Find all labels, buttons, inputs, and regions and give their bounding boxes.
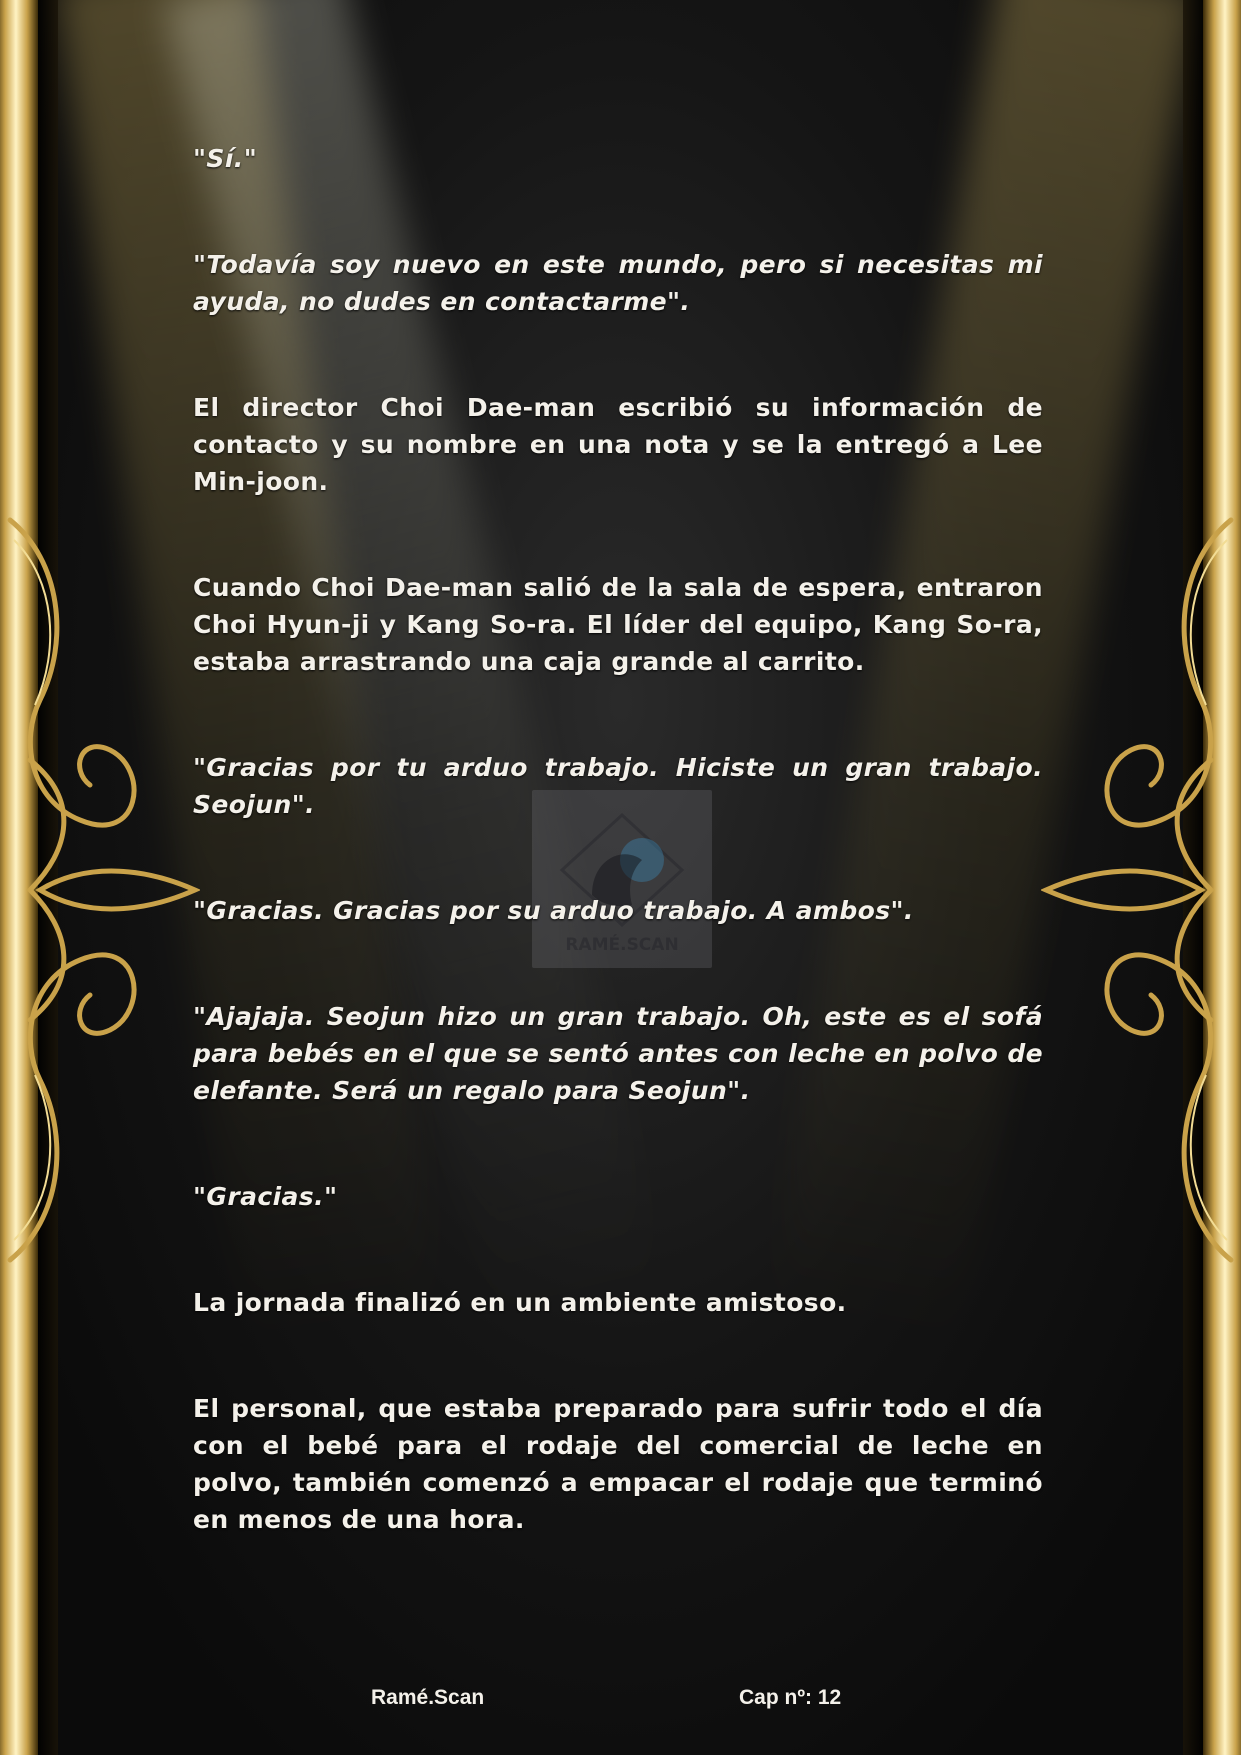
chapter-text-body <box>193 140 1043 1607</box>
narration-paragraph: El director Choi Dae-man escribió su información de contacto y su nombre en una nota y se la entregó a Lee Min-joon. <box>193 393 1043 496</box>
dialogue-paragraph: "Gracias por tu arduo trabajo. Hiciste un gran trabajo. Seojun". <box>193 753 1043 819</box>
narration-paragraph: Cuando Choi Dae-man salió de la sala de espera, entraron Choi Hyun-ji y Kang So-ra. El líder del equipo, Kang So-ra, estaba arrastrando una caja grande al carrito. <box>193 573 1043 676</box>
dialogue-paragraph: "Todavía soy nuevo en este mundo, pero si necesitas mi ayuda, no dudes en contactarme". <box>193 250 1043 316</box>
dialogue-paragraph: "Ajajaja. Seojun hizo un gran trabajo. Oh, este es el sofá para bebés en el que se sentó antes con leche en polvo de elefante. Será un regalo para Seojun". <box>193 1002 1043 1105</box>
gold-filigree-ornament-right <box>1041 500 1241 1280</box>
page-footer <box>0 1686 1241 1716</box>
dialogue-paragraph: "Gracias. Gracias por su arduo trabajo. A ambos". <box>193 896 914 925</box>
scan-group-name: Ramé.Scan <box>371 1686 485 1709</box>
chapter-number: Cap nº: 12 <box>739 1686 842 1709</box>
gold-filigree-ornament-left <box>0 500 200 1280</box>
svg-text:RAMÉ.SCAN: RAMÉ.SCAN <box>565 935 679 955</box>
narration-paragraph: El personal, que estaba preparado para sufrir todo el día con el bebé para el rodaje del comercial de leche en polvo, también comenzó a empacar el rodaje que terminó en menos de una hora. <box>193 1394 1043 1534</box>
dialogue-paragraph: "Gracias." <box>193 1182 338 1211</box>
narration-paragraph: La jornada finalizó en un ambiente amistoso. <box>193 1288 847 1317</box>
dialogue-paragraph: "Sí." <box>193 144 258 173</box>
